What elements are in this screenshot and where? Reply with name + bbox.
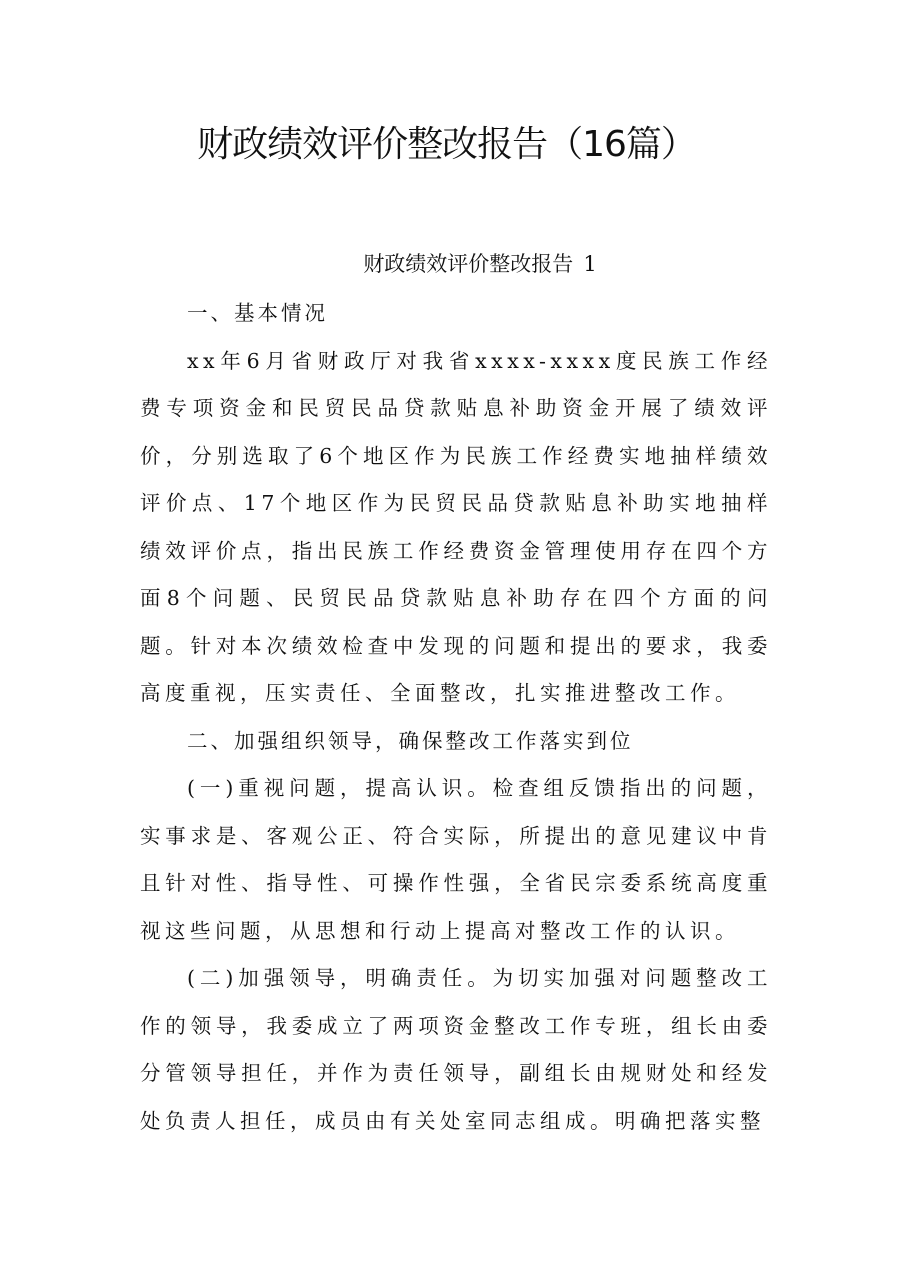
paragraph-evaluation-overview: xx年6月省财政厅对我省xxxx-xxxx度民族工作经费专项资金和民贸民品贷款贴息补助资金开展了绩效评价，分别选取了6个地区作为民族工作经费实地抽样绩效评价点、17个地区作为民贸民品贷款贴息补助实地抽样绩效评价点，指出民族工作经费资金管理使用存在四个方面8个问题、民贸民品贷款贴息补助存在四个方面的问题。针对本次绩效检查中发现的问题和提出的要求，我委高度重视，压实责任、全面整改，扎实推进整改工作。 — [140, 348, 772, 705]
paragraph-raise-awareness: (一)重视问题，提高认识。检查组反馈指出的问题，实事求是、客观公正、符合实际，所提出的意见建议中肯且针对性、指导性、可操作性强，全省民宗委系统高度重视这些问题，从思想和行动上提高对整改工作的认识。 — [140, 776, 772, 943]
paragraph-clarify-responsibility: (二)加强领导，明确责任。为切实加强对问题整改工作的领导，我委成立了两项资金整改工作专班，组长由委分管领导担任，并作为责任领导，副组长由规财处和经发处负责人担任，成员由有关处室同志组成。明确把落实整 — [140, 966, 772, 1133]
document-body — [140, 290, 772, 1145]
heading-strengthen-leadership: 二、加强组织领导，确保整改工作落实到位 — [187, 728, 634, 753]
section-heading — [0, 244, 909, 284]
document-title: 财政绩效评价整改报告（16篇） — [197, 124, 696, 165]
section-title-text: 财政绩效评价整改报告 — [363, 252, 574, 276]
section-number: 1 — [583, 252, 597, 276]
heading-basic-situation: 一、基本情况 — [187, 301, 328, 325]
